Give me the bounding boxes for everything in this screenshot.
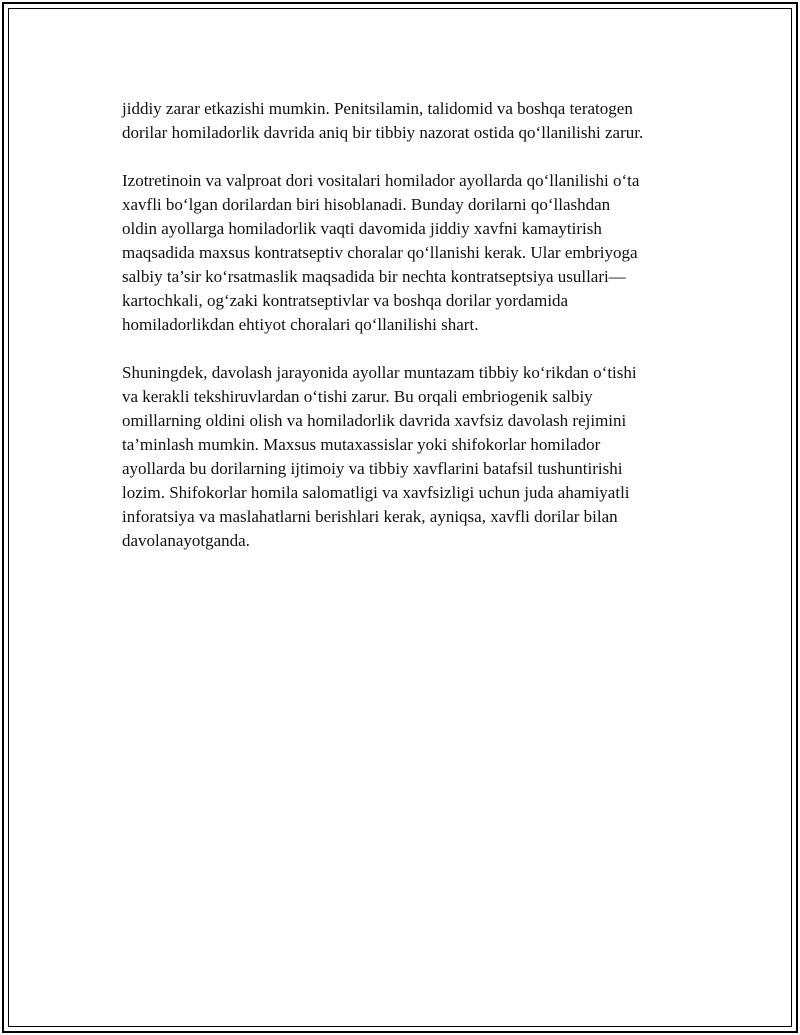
paragraph-line: va kerakli tekshiruvlardan o‘tishi zarur. Bu orqali embriogenik salbiy (122, 387, 593, 406)
paragraph-line: jiddiy zarar etkazishi mumkin. Penitsilamin, talidomid va boshqa teratogen (122, 99, 633, 118)
paragraph-line: dorilar homiladorlik davrida aniq bir tibbiy nazorat ostida qo‘llanilishi zarur. (122, 123, 644, 142)
page-border (2, 2, 798, 1033)
paragraph-line: Shuningdek, davolash jarayonida ayollar muntazam tibbiy ko‘rikdan o‘tishi (122, 363, 637, 382)
paragraph-line: xavfli bo‘lgan dorilardan biri hisoblanadi. Bunday dorilarni qo‘llashdan (122, 195, 611, 214)
paragraph-3 (122, 361, 697, 553)
paragraph-line: omillarning oldini olish va homiladorlik davrida xavfsiz davolash rejimini (122, 411, 627, 430)
paragraph-line: lozim. Shifokorlar homila salomatligi va xavfsizligi uchun juda ahamiyatli (122, 483, 630, 502)
document-body (122, 97, 697, 577)
paragraph-2 (122, 169, 697, 337)
paragraph-line: salbiy ta’sir ko‘rsatmaslik maqsadida bir nechta kontratseptsiya usullari— (122, 267, 626, 286)
paragraph-line: inforatsiya va maslahatlarni berishlari kerak, ayniqsa, xavfli dorilar bilan (122, 507, 618, 526)
paragraph-line: oldin ayollarga homiladorlik vaqti davomida jiddiy xavfni kamaytirish (122, 219, 602, 238)
paragraph-line: ayollarda bu dorilarning ijtimoiy va tibbiy xavflarini batafsil tushuntirishi (122, 459, 623, 478)
paragraph-line: ta’minlash mumkin. Maxsus mutaxassislar yoki shifokorlar homilador (122, 435, 601, 454)
paragraph-line: maqsadida maxsus kontratseptiv choralar qo‘llanishi kerak. Ular embriyoga (122, 243, 638, 262)
paragraph-line: homiladorlikdan ehtiyot choralari qo‘llanilishi shart. (122, 315, 479, 334)
paragraph-line: davolanayotganda. (122, 531, 250, 550)
paragraph-line: kartochkali, og‘zaki kontratseptivlar va boshqa dorilar yordamida (122, 291, 569, 310)
paragraph-line: Izotretinoin va valproat dori vositalari homilador ayollarda qo‘llanilishi o‘ta (122, 171, 640, 190)
paragraph-1 (122, 97, 697, 145)
